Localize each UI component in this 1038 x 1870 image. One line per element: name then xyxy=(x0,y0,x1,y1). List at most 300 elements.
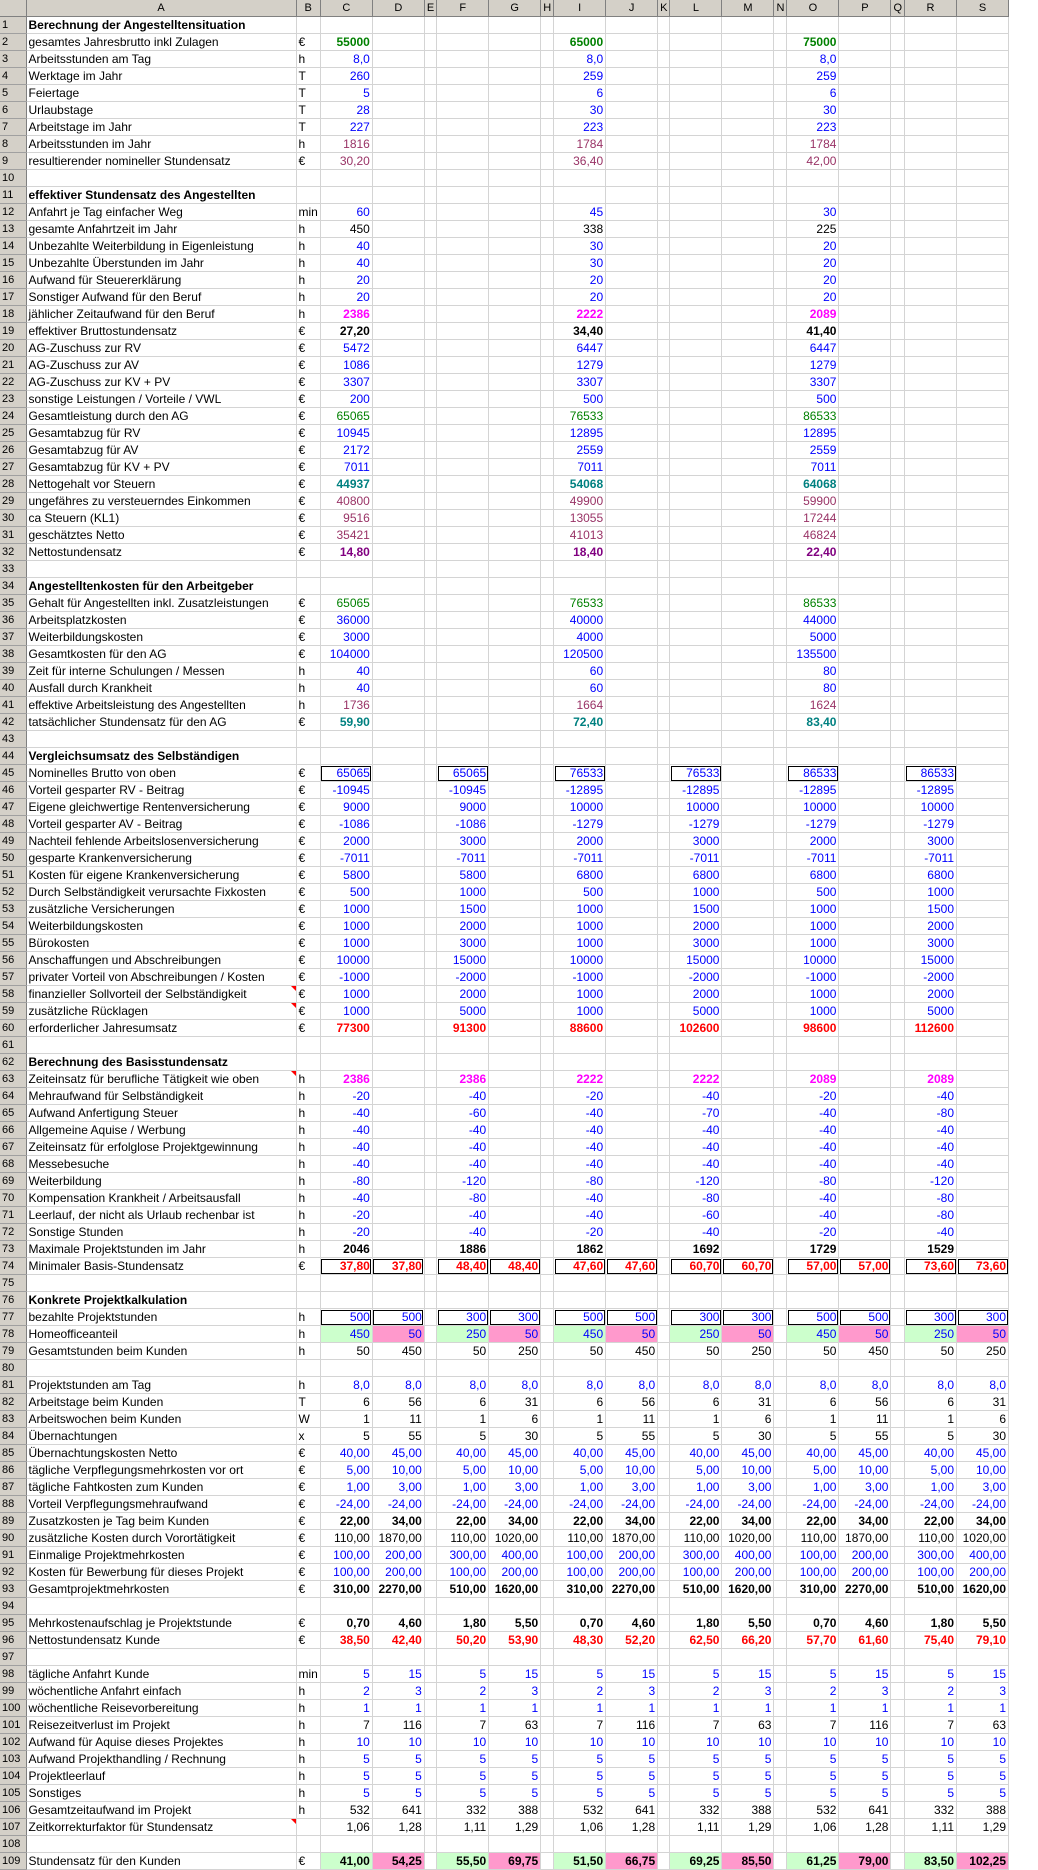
empty-cell[interactable] xyxy=(541,340,554,357)
row-header[interactable]: 31 xyxy=(0,527,26,544)
empty-cell[interactable] xyxy=(372,765,424,782)
empty-cell[interactable] xyxy=(957,289,1009,306)
empty-cell[interactable] xyxy=(891,918,905,935)
empty-cell[interactable] xyxy=(891,408,905,425)
empty-cell[interactable] xyxy=(372,527,424,544)
empty-cell[interactable] xyxy=(606,289,658,306)
value-cell[interactable]: -24,00 xyxy=(905,1496,957,1513)
value-cell[interactable]: 1,11 xyxy=(905,1819,957,1836)
empty-cell[interactable] xyxy=(541,629,554,646)
row-header[interactable]: 35 xyxy=(0,595,26,612)
value-cell[interactable]: 8,0 xyxy=(787,1377,839,1394)
empty-cell[interactable] xyxy=(541,969,554,986)
value-cell[interactable]: -40 xyxy=(670,1088,722,1105)
empty-cell[interactable] xyxy=(372,646,424,663)
value-cell[interactable]: 2222 xyxy=(554,306,606,323)
row-label[interactable]: Gesamtstunden beim Kunden xyxy=(26,1343,296,1360)
row-header[interactable]: 97 xyxy=(0,1649,26,1666)
value-cell[interactable]: 5,00 xyxy=(670,1462,722,1479)
empty-cell[interactable] xyxy=(774,1700,787,1717)
row-label[interactable]: wöchentliche Anfahrt einfach xyxy=(26,1683,296,1700)
row-label[interactable]: Werktage im Jahr xyxy=(26,68,296,85)
unit-cell[interactable]: € xyxy=(296,1020,320,1037)
value-cell[interactable]: 1 xyxy=(437,1411,489,1428)
empty-cell[interactable] xyxy=(606,323,658,340)
row-header[interactable]: 81 xyxy=(0,1377,26,1394)
empty-cell[interactable] xyxy=(424,119,436,136)
empty-cell[interactable] xyxy=(437,272,489,289)
empty-cell[interactable] xyxy=(722,306,774,323)
unit-cell[interactable]: h xyxy=(296,1156,320,1173)
value-cell[interactable]: 1 xyxy=(787,1700,839,1717)
empty-cell[interactable] xyxy=(372,476,424,493)
empty-cell[interactable] xyxy=(839,544,891,561)
empty-cell[interactable] xyxy=(541,799,554,816)
value-cell[interactable]: 2 xyxy=(554,1683,606,1700)
column-header-k[interactable]: K xyxy=(658,0,670,17)
value-cell[interactable]: 6 xyxy=(905,1394,957,1411)
empty-cell[interactable] xyxy=(372,969,424,986)
unit-cell[interactable]: € xyxy=(296,799,320,816)
empty-cell[interactable] xyxy=(424,1139,436,1156)
empty-cell[interactable] xyxy=(658,986,670,1003)
value-cell[interactable]: 2 xyxy=(905,1683,957,1700)
empty-cell[interactable] xyxy=(891,476,905,493)
value-cell[interactable]: 2270,00 xyxy=(606,1581,658,1598)
empty-cell[interactable] xyxy=(774,1003,787,1020)
empty-cell[interactable] xyxy=(606,153,658,170)
empty-cell[interactable] xyxy=(670,85,722,102)
empty-cell[interactable] xyxy=(606,272,658,289)
row-header[interactable]: 94 xyxy=(0,1598,26,1615)
value-cell[interactable]: 100,00 xyxy=(320,1564,372,1581)
empty-cell[interactable] xyxy=(774,510,787,527)
empty-cell[interactable] xyxy=(670,221,722,238)
empty-cell[interactable] xyxy=(774,459,787,476)
empty-cell[interactable] xyxy=(891,289,905,306)
value-cell[interactable]: 56 xyxy=(372,1394,424,1411)
value-cell[interactable]: -20 xyxy=(320,1224,372,1241)
value-cell[interactable]: -7011 xyxy=(437,850,489,867)
empty-cell[interactable] xyxy=(658,1224,670,1241)
empty-cell[interactable] xyxy=(489,68,541,85)
empty-cell[interactable] xyxy=(658,1666,670,1683)
value-cell[interactable]: 5 xyxy=(437,1768,489,1785)
value-cell[interactable]: 22,00 xyxy=(437,1513,489,1530)
empty-cell[interactable] xyxy=(891,1394,905,1411)
empty-cell[interactable] xyxy=(489,595,541,612)
unit-cell[interactable]: h xyxy=(296,289,320,306)
unit-cell[interactable]: € xyxy=(296,153,320,170)
empty-cell[interactable] xyxy=(424,1768,436,1785)
empty-cell[interactable] xyxy=(774,323,787,340)
unit-cell[interactable]: € xyxy=(296,816,320,833)
value-cell[interactable]: 6800 xyxy=(905,867,957,884)
empty-cell[interactable] xyxy=(839,714,891,731)
empty-cell[interactable] xyxy=(424,289,436,306)
value-cell[interactable]: 3 xyxy=(722,1683,774,1700)
empty-cell[interactable] xyxy=(722,221,774,238)
value-cell[interactable]: 1500 xyxy=(905,901,957,918)
row-label[interactable]: Arbeitsplatzkosten xyxy=(26,612,296,629)
empty-cell[interactable] xyxy=(774,340,787,357)
empty-cell[interactable] xyxy=(774,1207,787,1224)
value-cell[interactable]: 500 xyxy=(320,884,372,901)
value-cell[interactable]: 83,40 xyxy=(787,714,839,731)
value-cell[interactable]: 200,00 xyxy=(372,1547,424,1564)
value-cell[interactable]: -40 xyxy=(320,1105,372,1122)
empty-cell[interactable] xyxy=(670,204,722,221)
value-cell[interactable]: 57,00 xyxy=(839,1258,891,1275)
value-cell[interactable]: 227 xyxy=(320,119,372,136)
empty-cell[interactable] xyxy=(372,1139,424,1156)
empty-cell[interactable] xyxy=(606,476,658,493)
empty-cell[interactable] xyxy=(541,1615,554,1632)
value-cell[interactable]: 200,00 xyxy=(606,1564,658,1581)
value-cell[interactable]: 31 xyxy=(722,1394,774,1411)
empty-cell[interactable] xyxy=(489,459,541,476)
unit-cell[interactable]: € xyxy=(296,34,320,51)
empty-cell[interactable] xyxy=(372,459,424,476)
empty-cell[interactable] xyxy=(891,1445,905,1462)
value-cell[interactable]: 110,00 xyxy=(905,1530,957,1547)
empty-cell[interactable] xyxy=(489,901,541,918)
empty-cell[interactable] xyxy=(372,680,424,697)
empty-cell[interactable] xyxy=(541,1785,554,1802)
section-heading[interactable]: Konkrete Projektkalkulation xyxy=(26,1292,296,1309)
value-cell[interactable]: 0,70 xyxy=(554,1615,606,1632)
value-cell[interactable]: -120 xyxy=(437,1173,489,1190)
row-header[interactable]: 49 xyxy=(0,833,26,850)
value-cell[interactable]: 13055 xyxy=(554,510,606,527)
value-cell[interactable]: 1000 xyxy=(554,935,606,952)
empty-cell[interactable] xyxy=(839,986,891,1003)
empty-cell[interactable] xyxy=(905,68,957,85)
empty-cell[interactable] xyxy=(905,51,957,68)
empty-cell[interactable] xyxy=(658,1615,670,1632)
empty-cell[interactable] xyxy=(774,986,787,1003)
empty-cell[interactable] xyxy=(839,442,891,459)
empty-cell[interactable] xyxy=(891,1632,905,1649)
row-label[interactable]: Arbeitsstunden am Tag xyxy=(26,51,296,68)
empty-cell[interactable] xyxy=(489,646,541,663)
empty-cell[interactable] xyxy=(905,493,957,510)
empty-cell[interactable] xyxy=(905,221,957,238)
value-cell[interactable]: -40 xyxy=(437,1139,489,1156)
empty-cell[interactable] xyxy=(541,782,554,799)
row-header[interactable]: 37 xyxy=(0,629,26,646)
value-cell[interactable]: 22,40 xyxy=(787,544,839,561)
row-label[interactable]: Mehrkostenaufschlag je Projektstunde xyxy=(26,1615,296,1632)
row-header[interactable]: 33 xyxy=(0,561,26,578)
value-cell[interactable]: -1000 xyxy=(554,969,606,986)
row-header[interactable]: 4 xyxy=(0,68,26,85)
value-cell[interactable]: 1,80 xyxy=(670,1615,722,1632)
value-cell[interactable]: 72,40 xyxy=(554,714,606,731)
value-cell[interactable]: 1000 xyxy=(554,901,606,918)
empty-cell[interactable] xyxy=(424,1071,436,1088)
empty-cell[interactable] xyxy=(372,884,424,901)
unit-cell[interactable]: € xyxy=(296,918,320,935)
value-cell[interactable]: 7 xyxy=(787,1717,839,1734)
empty-cell[interactable] xyxy=(606,408,658,425)
value-cell[interactable]: -20 xyxy=(320,1088,372,1105)
empty-cell[interactable] xyxy=(372,782,424,799)
empty-cell[interactable] xyxy=(372,153,424,170)
empty-cell[interactable] xyxy=(437,204,489,221)
value-cell[interactable]: 1,80 xyxy=(905,1615,957,1632)
empty-cell[interactable] xyxy=(957,714,1009,731)
empty-cell[interactable] xyxy=(722,544,774,561)
value-cell[interactable]: 5 xyxy=(606,1768,658,1785)
empty-cell[interactable] xyxy=(489,476,541,493)
empty-cell[interactable] xyxy=(658,1241,670,1258)
empty-cell[interactable] xyxy=(957,323,1009,340)
value-cell[interactable]: 500 xyxy=(554,391,606,408)
empty-cell[interactable] xyxy=(774,1122,787,1139)
value-cell[interactable]: 3000 xyxy=(670,833,722,850)
empty-cell[interactable] xyxy=(606,697,658,714)
unit-cell[interactable]: h xyxy=(296,1241,320,1258)
value-cell[interactable]: 1870,00 xyxy=(839,1530,891,1547)
value-cell[interactable]: 47,60 xyxy=(606,1258,658,1275)
value-cell[interactable]: 88600 xyxy=(554,1020,606,1037)
empty-cell[interactable] xyxy=(424,1785,436,1802)
value-cell[interactable]: 10,00 xyxy=(489,1462,541,1479)
column-header-b[interactable]: B xyxy=(296,0,320,17)
value-cell[interactable]: 40 xyxy=(320,238,372,255)
empty-cell[interactable] xyxy=(658,1462,670,1479)
empty-cell[interactable] xyxy=(606,714,658,731)
value-cell[interactable]: 120500 xyxy=(554,646,606,663)
empty-cell[interactable] xyxy=(957,85,1009,102)
empty-cell[interactable] xyxy=(372,442,424,459)
value-cell[interactable]: 40,00 xyxy=(554,1445,606,1462)
empty-cell[interactable] xyxy=(722,272,774,289)
row-header[interactable]: 95 xyxy=(0,1615,26,1632)
value-cell[interactable]: 40 xyxy=(320,255,372,272)
empty-cell[interactable] xyxy=(722,1224,774,1241)
row-label[interactable]: Vorteil gesparter AV - Beitrag xyxy=(26,816,296,833)
value-cell[interactable]: 110,00 xyxy=(670,1530,722,1547)
row-header[interactable]: 64 xyxy=(0,1088,26,1105)
value-cell[interactable]: 0,70 xyxy=(787,1615,839,1632)
empty-cell[interactable] xyxy=(541,1547,554,1564)
value-cell[interactable]: 15000 xyxy=(670,952,722,969)
value-cell[interactable]: 641 xyxy=(372,1802,424,1819)
empty-cell[interactable] xyxy=(957,901,1009,918)
unit-cell[interactable]: € xyxy=(296,1581,320,1598)
value-cell[interactable]: 1 xyxy=(320,1700,372,1717)
value-cell[interactable]: 5 xyxy=(670,1428,722,1445)
value-cell[interactable]: 36000 xyxy=(320,612,372,629)
empty-cell[interactable] xyxy=(957,204,1009,221)
empty-cell[interactable] xyxy=(957,816,1009,833)
empty-cell[interactable] xyxy=(891,952,905,969)
row-header[interactable]: 100 xyxy=(0,1700,26,1717)
value-cell[interactable]: 1,28 xyxy=(839,1819,891,1836)
empty-cell[interactable] xyxy=(372,289,424,306)
empty-cell[interactable] xyxy=(424,1309,436,1326)
empty-cell[interactable] xyxy=(606,663,658,680)
empty-cell[interactable] xyxy=(489,884,541,901)
empty-cell[interactable] xyxy=(658,1853,670,1870)
empty-cell[interactable] xyxy=(957,799,1009,816)
empty-cell[interactable] xyxy=(541,1071,554,1088)
value-cell[interactable]: 223 xyxy=(787,119,839,136)
value-cell[interactable]: 100,00 xyxy=(787,1564,839,1581)
empty-cell[interactable] xyxy=(839,680,891,697)
empty-cell[interactable] xyxy=(670,697,722,714)
empty-cell[interactable] xyxy=(424,1003,436,1020)
empty-cell[interactable] xyxy=(606,221,658,238)
unit-cell[interactable]: € xyxy=(296,1003,320,1020)
row-label[interactable]: Ausfall durch Krankheit xyxy=(26,680,296,697)
value-cell[interactable]: 6 xyxy=(554,1394,606,1411)
unit-cell[interactable]: T xyxy=(296,119,320,136)
empty-cell[interactable] xyxy=(489,935,541,952)
value-cell[interactable]: 5800 xyxy=(320,867,372,884)
value-cell[interactable]: 1279 xyxy=(787,357,839,374)
empty-cell[interactable] xyxy=(839,646,891,663)
value-cell[interactable]: 1620,00 xyxy=(722,1581,774,1598)
row-header[interactable]: 5 xyxy=(0,85,26,102)
empty-cell[interactable] xyxy=(424,323,436,340)
value-cell[interactable]: 34,00 xyxy=(489,1513,541,1530)
empty-cell[interactable] xyxy=(774,153,787,170)
empty-cell[interactable] xyxy=(606,867,658,884)
value-cell[interactable]: 86533 xyxy=(787,595,839,612)
value-cell[interactable]: 86533 xyxy=(787,765,839,782)
empty-cell[interactable] xyxy=(670,714,722,731)
value-cell[interactable]: 8,0 xyxy=(787,51,839,68)
empty-cell[interactable] xyxy=(891,425,905,442)
section-heading[interactable]: Vergleichsumsatz des Selbständigen xyxy=(26,748,296,765)
empty-cell[interactable] xyxy=(839,391,891,408)
unit-cell[interactable]: € xyxy=(296,1479,320,1496)
empty-cell[interactable] xyxy=(774,1241,787,1258)
empty-cell[interactable] xyxy=(670,391,722,408)
value-cell[interactable]: 8,0 xyxy=(722,1377,774,1394)
row-label[interactable]: Weiterbildungskosten xyxy=(26,918,296,935)
empty-cell[interactable] xyxy=(541,884,554,901)
unit-cell[interactable]: € xyxy=(296,646,320,663)
row-header[interactable]: 58 xyxy=(0,986,26,1003)
empty-cell[interactable] xyxy=(957,408,1009,425)
value-cell[interactable]: 5 xyxy=(437,1785,489,1802)
unit-cell[interactable]: € xyxy=(296,442,320,459)
value-cell[interactable]: 450 xyxy=(320,221,372,238)
empty-cell[interactable] xyxy=(372,374,424,391)
empty-cell[interactable] xyxy=(489,374,541,391)
row-header[interactable]: 98 xyxy=(0,1666,26,1683)
value-cell[interactable]: 10 xyxy=(606,1734,658,1751)
value-cell[interactable]: 35421 xyxy=(320,527,372,544)
empty-cell[interactable] xyxy=(774,782,787,799)
empty-cell[interactable] xyxy=(541,459,554,476)
empty-cell[interactable] xyxy=(372,204,424,221)
empty-cell[interactable] xyxy=(424,374,436,391)
unit-cell[interactable]: T xyxy=(296,85,320,102)
empty-cell[interactable] xyxy=(957,1088,1009,1105)
empty-cell[interactable] xyxy=(424,850,436,867)
value-cell[interactable]: 1 xyxy=(606,1700,658,1717)
empty-cell[interactable] xyxy=(606,1122,658,1139)
row-header[interactable]: 89 xyxy=(0,1513,26,1530)
empty-cell[interactable] xyxy=(774,833,787,850)
row-label[interactable]: Weiterbildungskosten xyxy=(26,629,296,646)
empty-cell[interactable] xyxy=(489,221,541,238)
empty-cell[interactable] xyxy=(437,493,489,510)
value-cell[interactable]: 12895 xyxy=(787,425,839,442)
empty-cell[interactable] xyxy=(839,1105,891,1122)
empty-cell[interactable] xyxy=(541,408,554,425)
empty-cell[interactable] xyxy=(606,833,658,850)
empty-cell[interactable] xyxy=(839,510,891,527)
empty-cell[interactable] xyxy=(658,782,670,799)
empty-cell[interactable] xyxy=(774,476,787,493)
row-header[interactable]: 17 xyxy=(0,289,26,306)
value-cell[interactable]: 300,00 xyxy=(905,1547,957,1564)
empty-cell[interactable] xyxy=(722,663,774,680)
empty-cell[interactable] xyxy=(839,357,891,374)
unit-cell[interactable]: h xyxy=(296,1224,320,1241)
empty-cell[interactable] xyxy=(905,629,957,646)
row-label[interactable]: Vorteil Verpflegungsmehraufwand xyxy=(26,1496,296,1513)
empty-cell[interactable] xyxy=(437,221,489,238)
empty-cell[interactable] xyxy=(839,102,891,119)
empty-cell[interactable] xyxy=(541,221,554,238)
empty-cell[interactable] xyxy=(658,1530,670,1547)
value-cell[interactable]: 5 xyxy=(554,1768,606,1785)
value-cell[interactable]: 5 xyxy=(787,1428,839,1445)
value-cell[interactable]: -120 xyxy=(905,1173,957,1190)
row-header[interactable]: 103 xyxy=(0,1751,26,1768)
row-label[interactable]: zusätzliche Versicherungen xyxy=(26,901,296,918)
empty-cell[interactable] xyxy=(670,408,722,425)
value-cell[interactable]: 66,20 xyxy=(722,1632,774,1649)
empty-cell[interactable] xyxy=(541,1530,554,1547)
unit-cell[interactable]: € xyxy=(296,935,320,952)
unit-cell[interactable] xyxy=(296,1819,320,1836)
empty-cell[interactable] xyxy=(437,255,489,272)
value-cell[interactable]: 60,70 xyxy=(670,1258,722,1275)
empty-cell[interactable] xyxy=(891,238,905,255)
empty-cell[interactable] xyxy=(670,374,722,391)
empty-cell[interactable] xyxy=(424,952,436,969)
empty-cell[interactable] xyxy=(541,476,554,493)
empty-cell[interactable] xyxy=(658,1088,670,1105)
empty-cell[interactable] xyxy=(606,1241,658,1258)
empty-cell[interactable] xyxy=(489,238,541,255)
empty-cell[interactable] xyxy=(891,799,905,816)
row-header[interactable]: 88 xyxy=(0,1496,26,1513)
empty-cell[interactable] xyxy=(437,476,489,493)
value-cell[interactable]: 45,00 xyxy=(489,1445,541,1462)
value-cell[interactable]: 40 xyxy=(320,663,372,680)
empty-cell[interactable] xyxy=(670,510,722,527)
empty-cell[interactable] xyxy=(424,391,436,408)
empty-cell[interactable] xyxy=(891,1683,905,1700)
empty-cell[interactable] xyxy=(774,374,787,391)
value-cell[interactable]: 5 xyxy=(320,1751,372,1768)
value-cell[interactable]: 2222 xyxy=(554,1071,606,1088)
row-label[interactable]: Allgemeine Aquise / Werbung xyxy=(26,1122,296,1139)
value-cell[interactable]: 1816 xyxy=(320,136,372,153)
empty-cell[interactable] xyxy=(670,595,722,612)
empty-cell[interactable] xyxy=(670,119,722,136)
unit-cell[interactable]: € xyxy=(296,357,320,374)
